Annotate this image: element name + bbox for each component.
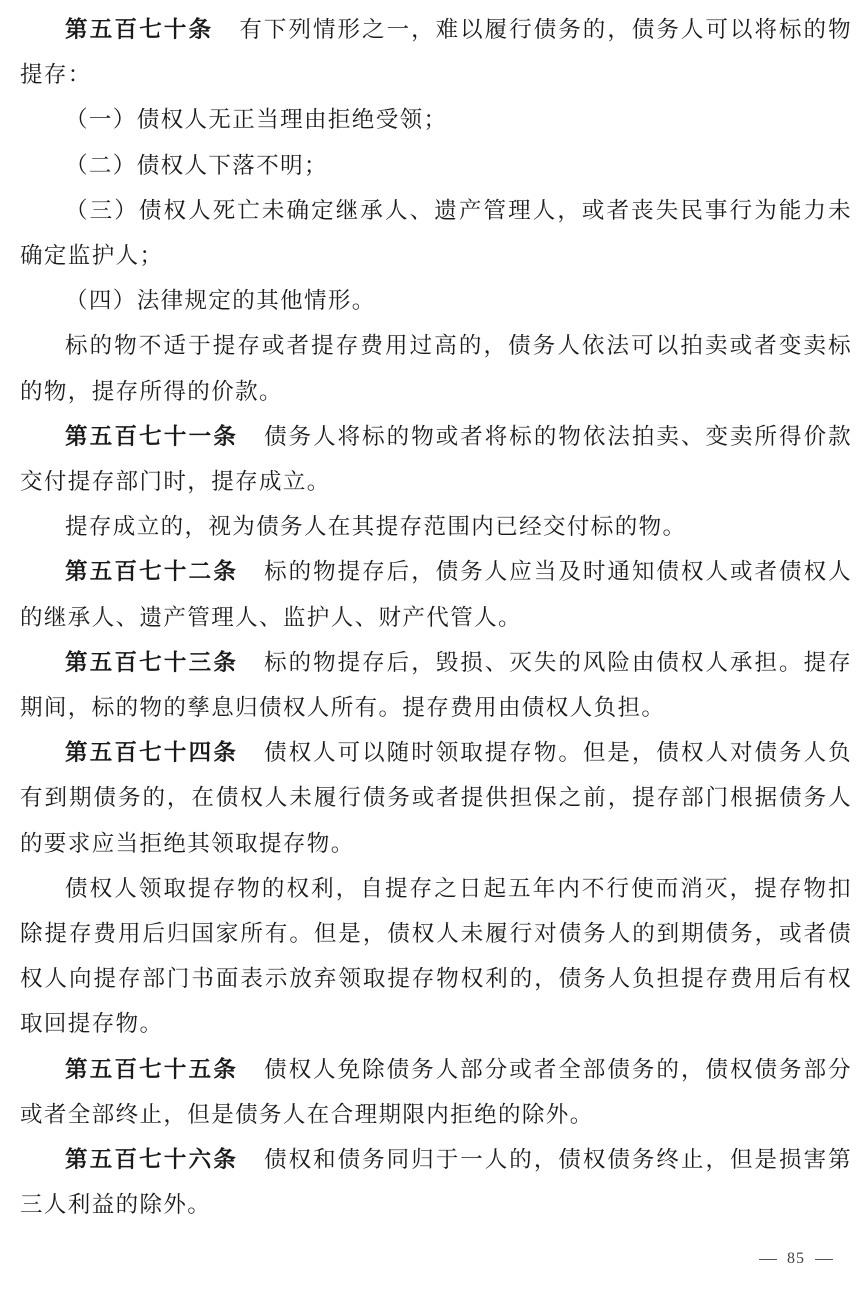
paragraph-570-item-1 <box>20 98 852 143</box>
paragraph-text: 有下列情形之一，难以履行债务的，债务人可以将标的物提存： <box>20 17 852 89</box>
document-body <box>20 8 852 1228</box>
article-title: 第五百七十条 <box>65 17 214 43</box>
article-title: 第五百七十一条 <box>65 423 239 450</box>
paragraph-text: 标的物提存后，毁损、灭失的风险由债权人承担。提存期间，标的物的孳息归债权人所有。提存费用由债权人负担。 <box>20 649 852 722</box>
paragraph-text: 债务人将标的物或者将标的物依法拍卖、变卖所得价款交付提存部门时，提存成立。 <box>20 423 852 496</box>
paragraph-text: 标的物不适于提存或者提存费用过高的，债务人依法可以拍卖或者变卖标的物，提存所得的价款。 <box>20 333 852 405</box>
paragraph-text: 债权人可以随时领取提存物。但是，债权人对债务人负有到期债务的，在债权人未履行债务或者提供担保之前，提存部门根据债务人的要求应当拒绝其领取提存物。 <box>20 740 852 857</box>
paragraph-570 <box>20 8 852 98</box>
paragraph-576 <box>20 1138 852 1228</box>
paragraph-575 <box>20 1048 852 1138</box>
paragraph-574 <box>20 731 852 867</box>
paragraph-574-clause-2 <box>20 867 852 1048</box>
paragraph-text: （三）债权人死亡未确定继承人、遗产管理人，或者丧失民事行为能力未确定监护人； <box>20 197 852 270</box>
paragraph-text: （一）债权人无正当理由拒绝受领； <box>65 107 448 134</box>
paragraph-570-item-4 <box>20 279 852 324</box>
article-title: 第五百七十三条 <box>65 649 239 676</box>
paragraph-571 <box>20 415 852 505</box>
article-title: 第五百七十二条 <box>65 559 239 586</box>
paragraph-text: 债权人领取提存物的权利，自提存之日起五年内不行使而消灭，提存物扣除提存费用后归国家所有。但是，债权人未履行对债务人的到期债务，或者债权人向提存部门书面表示放弃领取提存物权利的，债务人负担提存费用后有权取回提存物。 <box>20 875 852 1038</box>
paragraph-570-item-3 <box>20 189 852 279</box>
article-title: 第五百七十四条 <box>65 740 239 767</box>
paragraph-571-clause-2 <box>20 505 852 550</box>
paragraph-570-item-2 <box>20 144 852 189</box>
paragraph-text: （四）法律规定的其他情形。 <box>65 288 376 315</box>
paragraph-text: 债权和债务同归于一人的，债权债务终止，但是损害第三人利益的除外。 <box>20 1147 852 1219</box>
article-title: 第五百七十六条 <box>65 1147 239 1174</box>
paragraph-text: 提存成立的，视为债务人在其提存范围内已经交付标的物。 <box>65 514 687 541</box>
paragraph-text: （二）债权人下落不明； <box>65 152 328 179</box>
paragraph-text: 标的物提存后，债务人应当及时通知债权人或者债权人的继承人、遗产管理人、监护人、财产代管人。 <box>20 559 852 631</box>
paragraph-573 <box>20 641 852 731</box>
paragraph-text: 债权人免除债务人部分或者全部债务的，债权债务部分或者全部终止，但是债务人在合理期限内拒绝的除外。 <box>20 1056 852 1128</box>
paragraph-570-clause-2 <box>20 324 852 414</box>
paragraph-572 <box>20 550 852 640</box>
article-title: 第五百七十五条 <box>65 1056 239 1083</box>
page-number: 85 <box>787 1250 805 1267</box>
footer-dash-left <box>759 1259 777 1260</box>
footer-dash-right <box>815 1259 833 1260</box>
page-footer <box>749 1250 843 1268</box>
